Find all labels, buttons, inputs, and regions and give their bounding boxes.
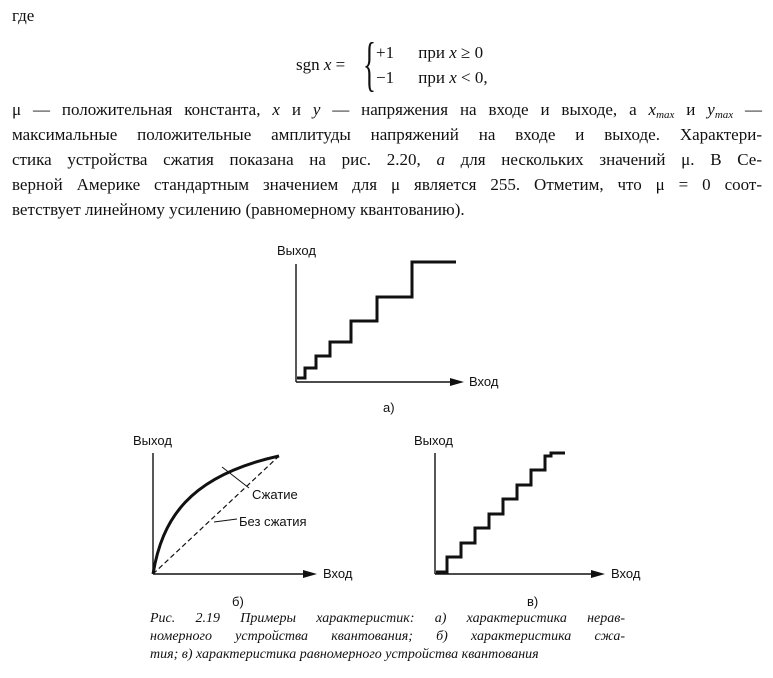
panel-b-linear-label: Без сжатия <box>239 514 307 529</box>
intro-word: где <box>12 6 35 25</box>
case-negative-condition-word: при <box>418 68 445 87</box>
case-negative-condition-rest: < 0 <box>456 68 484 87</box>
paragraph-line: максимальные положительные амплитуды напряжений на входе и выходе. Характери- <box>12 125 762 144</box>
case-positive-condition-word: при <box>418 43 445 62</box>
caption-line: номерного устройства квантования; б) характеристика сжа- <box>150 629 625 644</box>
panel-b-x-arrow <box>303 570 317 578</box>
panel-c-ylabel: Выход <box>414 433 453 448</box>
panel-b-linear-leader <box>214 519 237 522</box>
case-positive-value: +1 <box>376 43 395 62</box>
panel-a-xlabel: Вход <box>469 374 499 389</box>
paragraph-line: μ — положительная константа, x и y — напряжения на входе и выходе, а $x_{max}$ и $y_{max}$ — <box>12 100 763 121</box>
panel-c <box>414 433 641 609</box>
paragraph-line: верной Америке стандартным значением для μ является 255. Отметим, что μ = 0 соот- <box>12 175 762 194</box>
panel-b-compression-label: Сжатие <box>252 487 298 502</box>
left-brace: { <box>363 31 376 97</box>
formula-trailing-comma: , <box>483 68 488 87</box>
panel-b-ylabel: Выход <box>133 433 172 448</box>
paragraph-line: ветствует линейному усилению (равномерному квантованию). <box>12 200 465 219</box>
panel-a-x-arrow <box>450 378 464 386</box>
panel-c-xlabel: Вход <box>611 566 641 581</box>
panel-c-x-arrow <box>591 570 605 578</box>
panel-b-xlabel: Вход <box>323 566 353 581</box>
panel-a-nonuniform-staircase <box>297 262 456 378</box>
paragraph-line: стика устройства сжатия показана на рис. 2.20, а для нескольких значений μ. В Се- <box>12 150 762 169</box>
panel-b <box>133 433 353 609</box>
panel-c-tag: в) <box>527 594 539 609</box>
panel-c-uniform-staircase <box>436 453 565 572</box>
equals-sign: = <box>335 55 346 74</box>
case-negative-condition-var: x <box>449 68 457 87</box>
sgn-function: sgn <box>296 55 320 74</box>
panel-a-tag: а) <box>383 400 395 415</box>
case-positive-condition-var: x <box>449 43 457 62</box>
panel-b-tag: б) <box>232 594 244 609</box>
case-positive-condition-rest: ≥ 0 <box>456 43 484 62</box>
caption-line: тия; в) характеристика равномерного устройства квантования <box>150 647 539 662</box>
case-negative-value: −1 <box>376 68 395 87</box>
sgn-argument: x <box>323 55 332 74</box>
panel-a-ylabel: Выход <box>277 243 316 258</box>
caption-line: Рис. 2.19 Примеры характеристик: а) характеристика нерав- <box>150 611 625 626</box>
panel-a <box>277 243 499 415</box>
figure-caption <box>150 610 625 664</box>
